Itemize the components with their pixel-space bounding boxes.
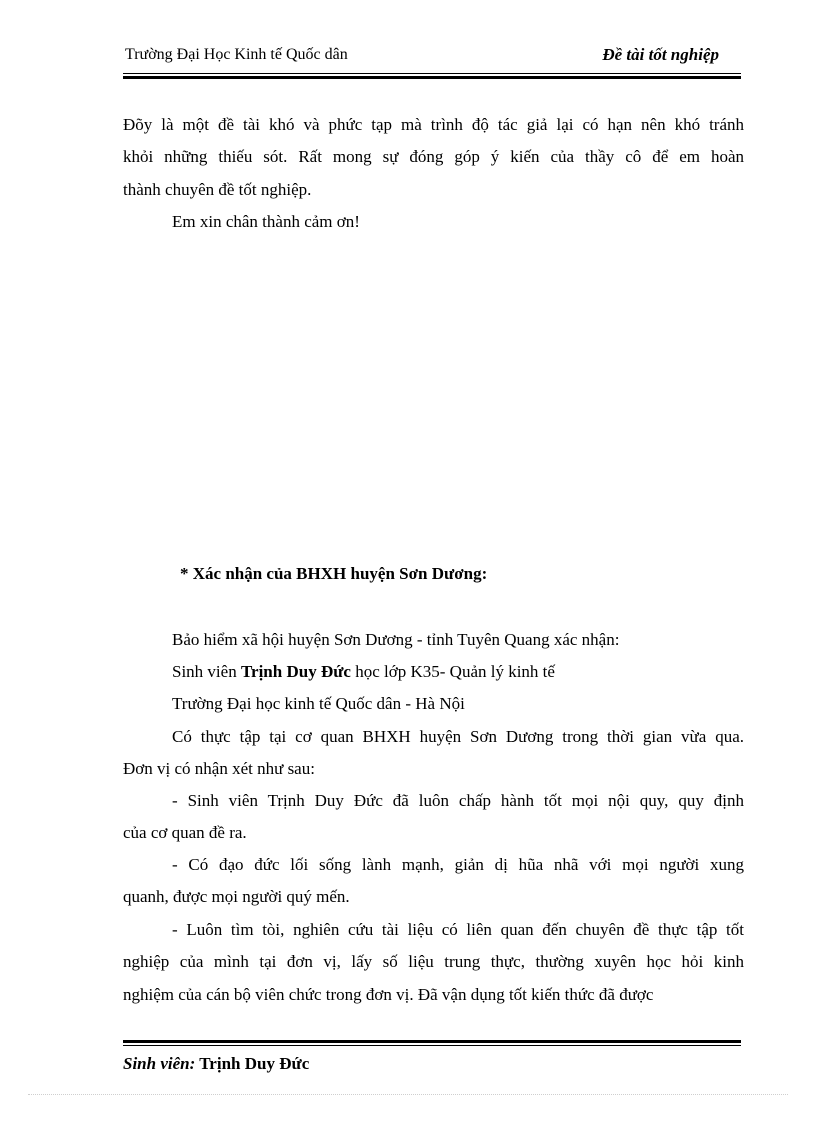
point-3-line-3: nghiệm của cán bộ viên chức trong đơn vị. Đã vận dụng tốt kiến thức đã được [123, 985, 654, 1004]
student-line [172, 662, 744, 682]
point-2-line-1: - Có đạo đức lối sống lành mạnh, giản dị hũa nhã với mọi người xung [172, 855, 744, 874]
footer-label: Sinh viên: [123, 1054, 196, 1073]
header-rule-thick [123, 76, 741, 79]
point-1-line-1: - Sinh viên Trịnh Duy Đức đã luôn chấp hành tốt mọi nội quy, quy định [172, 791, 744, 810]
thanks-line: Em xin chân thành cảm ơn! [172, 212, 360, 231]
footer-name: Trịnh Duy Đức [199, 1054, 310, 1073]
student-prefix: Sinh viên [172, 662, 237, 681]
page-footer [123, 1054, 309, 1074]
point-3-line-2: nghiệp của mình tại đơn vị, lấy số liệu trung thực, thường xuyên học hỏi kinh [123, 952, 744, 971]
footer-rule-thin [123, 1045, 741, 1046]
intro-line-2: khỏi những thiếu sót. Rất mong sự đóng góp ý kiến của thầy cô để em hoàn [123, 147, 744, 166]
student-name: Trịnh Duy Đức [240, 662, 351, 681]
confirmation-heading: * Xác nhận của BHXH huyện Sơn Dương: [180, 564, 488, 583]
page-bottom-divider [28, 1094, 788, 1095]
point-1-line-2: của cơ quan đề ra. [123, 823, 247, 842]
intern-line-1: Có thực tập tại cơ quan BHXH huyện Sơn Dương trong thời gian vừa qua. [172, 727, 744, 746]
school-line: Trường Đại học kinh tế Quốc dân - Hà Nội [172, 694, 465, 713]
point-3-line-1: - Luôn tìm tòi, nghiên cứu tài liệu có liên quan đến chuyên đề thực tập tốt [172, 920, 744, 939]
footer-rule-thick [123, 1040, 741, 1043]
student-suffix: học lớp K35- Quản lý kinh tế [355, 662, 555, 681]
header-rule-thin [123, 73, 741, 74]
page-header [123, 44, 741, 70]
intro-line-3: thành chuyên đề tốt nghiệp. [123, 180, 312, 199]
intern-line-2: Đơn vị có nhận xét như sau: [123, 759, 315, 778]
intro-line-1: Đõy là một đề tài khó và phức tạp mà trình độ tác giả lại có hạn nên khó tránh [123, 115, 744, 134]
header-school: Trường Đại Học Kinh tế Quốc dân [125, 46, 348, 63]
header-topic: Đề tài tốt nghiệp [602, 45, 719, 64]
point-2-line-2: quanh, được mọi người quý mến. [123, 887, 350, 906]
org-line: Bảo hiểm xã hội huyện Sơn Dương - tỉnh Tuyên Quang xác nhận: [172, 630, 620, 649]
